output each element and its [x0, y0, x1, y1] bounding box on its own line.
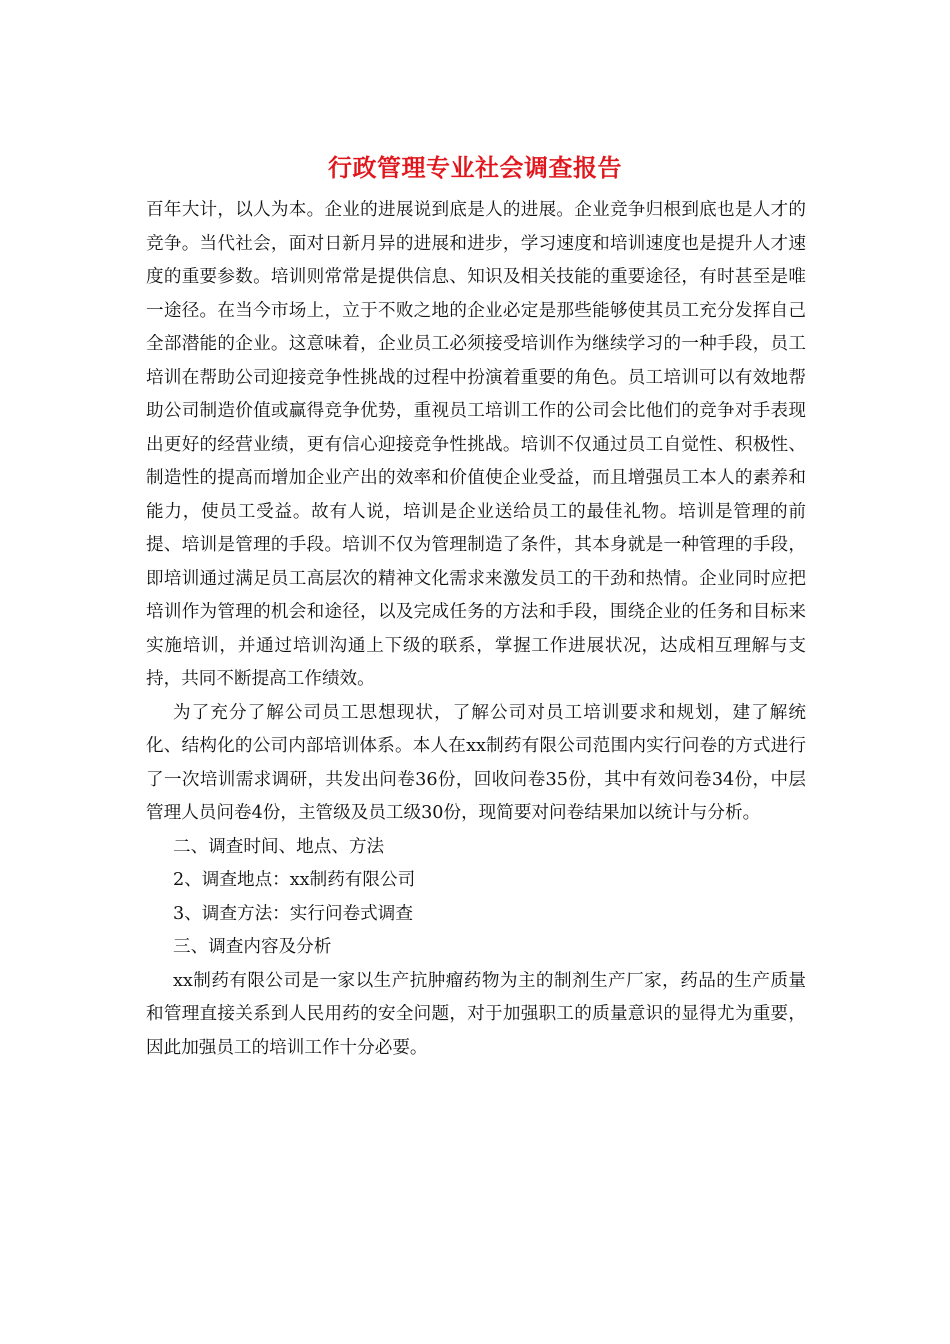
- list-item-survey-method: 3、调查方法：实行问卷式调查: [173, 903, 413, 924]
- list-item-survey-location: 2、调查地点：xx制药有限公司: [173, 870, 416, 890]
- paragraph-intro: 百年大计，以人为本。企业的进展说到底是人的进展。企业竞争归根到底也是人才的竞争。当代社会，面对日新月异的进展和进步，学习速度和培训速度也是提升人才速度的重要参数。培训则常常是提供信息、知识及相关技能的重要途径，有时甚至是唯一途径。在当今市场上，立于不败之地的企业必定是那些能够使其员工充分发挥自己全部潜能的企业。这意味着，企业员工必须接受培训作为继续学习的一种手段，员工培训在帮助公司迎接竞争性挑战的过程中扮演着重要的角色。员工培训可以有效地帮助公司制造价值或赢得竞争优势，重视员工培训工作的公司会比他们的竞争对手表现出更好的经营业绩，更有信心迎接竞争性挑战。培训不仅通过员工自觉性、积极性、制造性的提高而增加企业产出的效率和价值使企业受益，而且增强员工本人的素养和能力，使员工受益。故有人说，培训是企业送给员工的最佳礼物。培训是管理的前提、培训是管理的手段。培训不仅为管理制造了条件，其本身就是一种管理的手段，即培训通过满足员工高层次的精神文化需求来激发员工的干劲和热情。企业同时应把培训作为管理的机会和途径，以及完成任务的方法和手段，围绕企业的任务和目标来实施培训，并通过培训沟通上下级的联系，掌握工作进展状况，达成相互理解与支持，共同不断提高工作绩效。: [146, 200, 806, 689]
- document-body: [146, 194, 806, 1065]
- paragraph-survey-background: 为了充分了解公司员工思想现状，了解公司对员工培训要求和规划，建了解统化、结构化的公司内部培训体系。本人在xx制药有限公司范围内实行问卷的方式进行了一次培训需求调研，共发出问卷36份，回收问卷35份，其中有效问卷34份，中层管理人员问卷4份，主管级及员工级30份，现简要对问卷结果加以统计与分析。: [146, 702, 806, 823]
- section-heading-time-place-method: 二、调查时间、地点、方法: [173, 836, 385, 857]
- section-heading-content-analysis: 三、调查内容及分析: [173, 937, 332, 957]
- document-title: 行政管理专业社会调查报告: [328, 153, 622, 182]
- paragraph-company-description: xx制药有限公司是一家以生产抗肿瘤药物为主的制剂生产厂家，药品的生产质量和管理直接关系到人民用药的安全问题，对于加强职工的质量意识的显得尤为重要，因此加强员工的培训工作十分必要。: [146, 970, 806, 1058]
